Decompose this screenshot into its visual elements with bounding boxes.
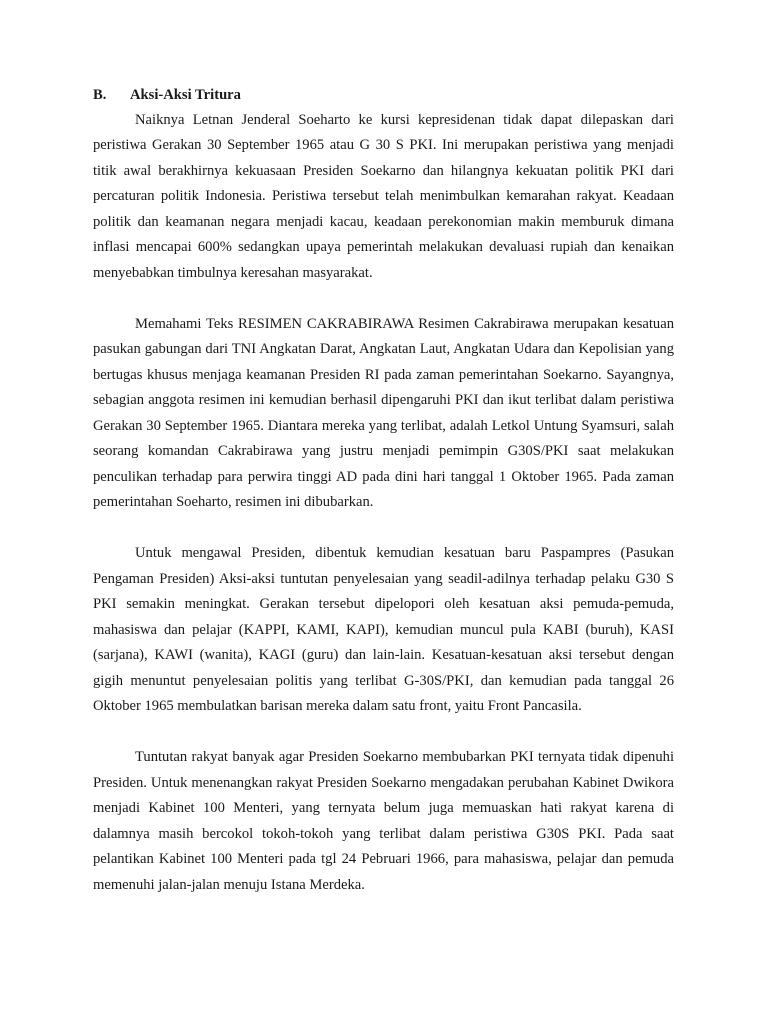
document-page bbox=[93, 84, 674, 898]
section-heading bbox=[93, 84, 674, 108]
paragraph-2: Memahami Teks RESIMEN CAKRABIRAWA Resimen Cakrabirawa merupakan kesatuan pasukan gabungan dari TNI Angkatan Darat, Angkatan Laut, Angkatan Udara dan Kepolisian yang bertugas khusus menjaga keamanan Presiden RI pada zaman pemerintahan Soekarno. Sayangnya, sebagian anggota resimen ini kemudian berhasil dipengaruhi PKI dan ikut terlibat dalam peristiwa Gerakan 30 September 1965. Diantara mereka yang terlibat, adalah Letkol Untung Syamsuri, salah seorang komandan Cakrabirawa yang justru menjadi pemimpin G30S/PKI saat melakukan penculikan terhadap para perwira tinggi AD pada dini hari tanggal 1 Oktober 1965. Pada zaman pemerintahan Soeharto, resimen ini dibubarkan. bbox=[93, 315, 674, 510]
paragraph-1: Naiknya Letnan Jenderal Soeharto ke kursi kepresidenan tidak dapat dilepaskan dari peristiwa Gerakan 30 September 1965 atau G 30 S PKI. Ini merupakan peristiwa yang menjadi titik awal berakhirnya kekuasaan Presiden Soekarno dan hilangnya kekuatan politik PKI dari percaturan politik Indonesia. Peristiwa tersebut telah menimbulkan kemarahan rakyat. Keadaan politik dan keamanan negara menjadi kacau, keadaan perekonomian makin memburuk dimana inflasi mencapai 600% sedangkan upaya pemerintah melakukan devaluasi rupiah dan kenaikan menyebabkan timbulnya keresahan masyarakat. bbox=[93, 111, 674, 281]
paragraph-3: Untuk mengawal Presiden, dibentuk kemudian kesatuan baru Paspampres (Pasukan Pengaman Presiden) Aksi-aksi tuntutan penyelesaian yang seadil-adilnya terhadap pelaku G30 S PKI semakin meningkat. Gerakan tersebut dipelopori oleh kesatuan aksi pemuda-pemuda, mahasiswa dan pelajar (KAPPI, KAMI, KAPI), kemudian muncul pula KABI (buruh), KASI (sarjana), KAWI (wanita), KAGI (guru) dan lain-lain. Kesatuan-kesatuan aksi tersebut dengan gigih menuntut penyelesaian politis yang terlibat G-30S/PKI, dan kemudian pada tanggal 26 Oktober 1965 membulatkan barisan mereka dalam satu front, yaitu Front Pancasila. bbox=[93, 545, 674, 714]
section-number: B. bbox=[93, 87, 107, 103]
section-title: Aksi-Aksi Tritura bbox=[130, 87, 241, 103]
paragraph-4: Tuntutan rakyat banyak agar Presiden Soekarno membubarkan PKI ternyata tidak dipenuhi Presiden. Untuk menenangkan rakyat Presiden Soekarno mengadakan perubahan Kabinet Dwikora menjadi Kabinet 100 Menteri, yang ternyata belum juga memuaskan hati rakyat karena di dalamnya masih bercokol tokoh-tokoh yang terlibat dalam peristiwa G30S PKI. Pada saat pelantikan Kabinet 100 Menteri pada tgl 24 Pebruari 1966, para mahasiswa, pelajar dan pemuda memenuhi jalan-jalan menuju Istana Merdeka. bbox=[93, 749, 674, 893]
